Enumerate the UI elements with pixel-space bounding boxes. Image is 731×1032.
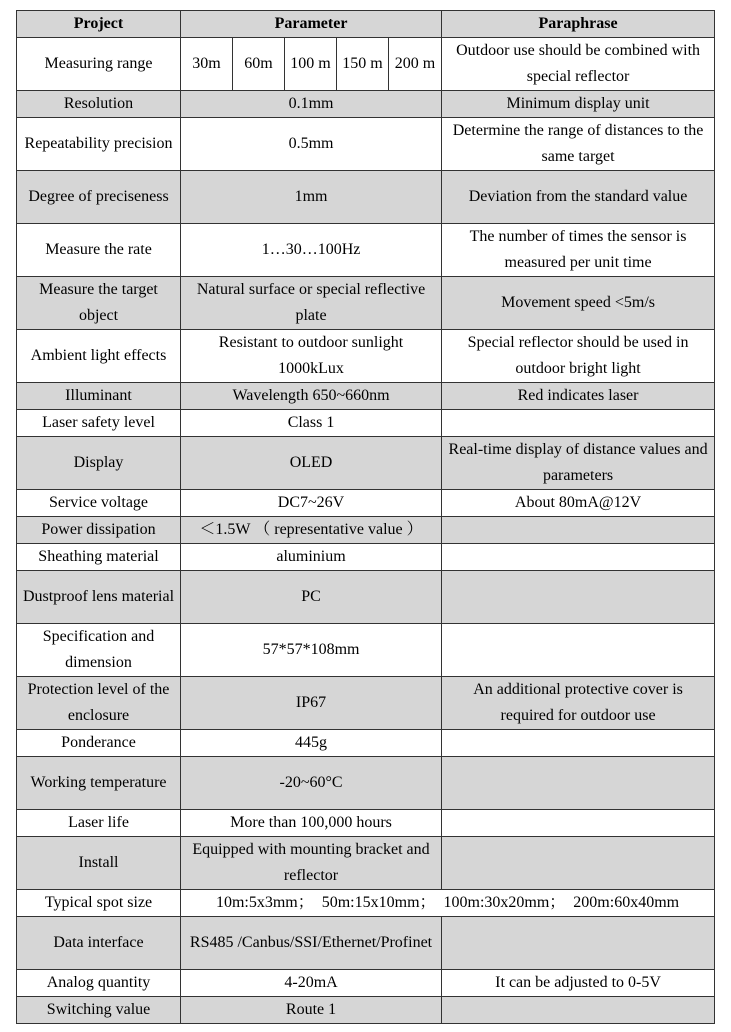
table-row [17, 730, 715, 757]
table-row-spot-size [17, 890, 715, 917]
table-row [17, 757, 715, 810]
header-row [17, 11, 715, 38]
table-row [17, 437, 715, 490]
parameter-cell: 57*57*108mm [181, 624, 442, 677]
paraphrase-cell [442, 517, 715, 544]
paraphrase-cell [442, 837, 715, 890]
spot-size-value: 10m:5x3mm； 50m:15x10mm； 100m:30x20mm； 200m:60x40mm [181, 890, 715, 917]
header-paraphrase: Paraphrase [442, 11, 715, 38]
project-cell: Laser life [17, 810, 181, 837]
paraphrase-cell: The number of times the sensor is measured per unit time [442, 224, 715, 277]
parameter-cell: Equipped with mounting bracket and reflector [181, 837, 442, 890]
table-row [17, 330, 715, 383]
project-cell: Degree of preciseness [17, 171, 181, 224]
table-row [17, 544, 715, 571]
paraphrase-cell [442, 810, 715, 837]
paraphrase-cell [442, 757, 715, 810]
parameter-cell: aluminium [181, 544, 442, 571]
paraphrase-cell [442, 917, 715, 970]
project-cell: Measure the target object [17, 277, 181, 330]
project-cell: Measure the rate [17, 224, 181, 277]
project-cell: Data interface [17, 917, 181, 970]
table-row [17, 410, 715, 437]
paraphrase-cell: Minimum display unit [442, 91, 715, 118]
range-200m: 200 m [389, 38, 442, 91]
parameter-cell: 445g [181, 730, 442, 757]
parameter-cell: 0.5mm [181, 118, 442, 171]
project-cell: Resolution [17, 91, 181, 118]
table-row [17, 383, 715, 410]
project-cell: Service voltage [17, 490, 181, 517]
parameter-cell: Class 1 [181, 410, 442, 437]
paraphrase-cell [442, 571, 715, 624]
paraphrase-cell: An additional protective cover is required for outdoor use [442, 677, 715, 730]
parameter-cell: 0.1mm [181, 91, 442, 118]
table-row [17, 997, 715, 1024]
paraphrase-cell [442, 544, 715, 571]
project-cell: Repeatability precision [17, 118, 181, 171]
range-30m: 30m [181, 38, 233, 91]
paraphrase-cell: Deviation from the standard value [442, 171, 715, 224]
project-cell: Display [17, 437, 181, 490]
table-row [17, 171, 715, 224]
table-row [17, 517, 715, 544]
parameter-cell: Route 1 [181, 997, 442, 1024]
parameter-cell: -20~60°C [181, 757, 442, 810]
project-cell: Working temperature [17, 757, 181, 810]
range-100m: 100 m [285, 38, 337, 91]
project-cell: Dustproof lens material [17, 571, 181, 624]
paraphrase-cell: Real-time display of distance values and parameters [442, 437, 715, 490]
parameter-cell: RS485 /Canbus/SSI/Ethernet/Profinet [181, 917, 442, 970]
paraphrase-cell [442, 997, 715, 1024]
parameter-cell: More than 100,000 hours [181, 810, 442, 837]
project-cell: Ambient light effects [17, 330, 181, 383]
paraphrase-cell: Determine the range of distances to the same target [442, 118, 715, 171]
paraphrase-cell [442, 624, 715, 677]
header-parameter: Parameter [181, 11, 442, 38]
parameter-cell: OLED [181, 437, 442, 490]
project-cell: Laser safety level [17, 410, 181, 437]
paraphrase-cell [442, 730, 715, 757]
project-cell: Power dissipation [17, 517, 181, 544]
paraphrase-cell: Movement speed <5m/s [442, 277, 715, 330]
paraphrase-cell: Outdoor use should be combined with special reflector [442, 38, 715, 91]
parameter-cell: Natural surface or special reflective plate [181, 277, 442, 330]
paraphrase-cell [442, 410, 715, 437]
range-60m: 60m [233, 38, 285, 91]
paraphrase-cell: It can be adjusted to 0-5V [442, 970, 715, 997]
table-row [17, 837, 715, 890]
paraphrase-cell: Red indicates laser [442, 383, 715, 410]
range-150m: 150 m [337, 38, 389, 91]
table-row [17, 118, 715, 171]
table-row [17, 490, 715, 517]
project-cell: Specification and dimension [17, 624, 181, 677]
parameter-cell: Resistant to outdoor sunlight 1000kLux [181, 330, 442, 383]
project-cell: Analog quantity [17, 970, 181, 997]
paraphrase-cell: About 80mA@12V [442, 490, 715, 517]
project-cell: Illuminant [17, 383, 181, 410]
parameter-cell: 1mm [181, 171, 442, 224]
project-cell: Sheathing material [17, 544, 181, 571]
spec-table [16, 10, 715, 1024]
parameter-cell: DC7~26V [181, 490, 442, 517]
table-row [17, 224, 715, 277]
table-row [17, 624, 715, 677]
table-row [17, 677, 715, 730]
header-project: Project [17, 11, 181, 38]
project-cell: Protection level of the enclosure [17, 677, 181, 730]
parameter-cell: 4-20mA [181, 970, 442, 997]
project-cell: Switching value [17, 997, 181, 1024]
table-row [17, 91, 715, 118]
project-cell: Measuring range [17, 38, 181, 91]
table-row [17, 277, 715, 330]
project-cell: Typical spot size [17, 890, 181, 917]
project-cell: Ponderance [17, 730, 181, 757]
table-row-measuring-range [17, 38, 715, 91]
table-row [17, 810, 715, 837]
parameter-cell: IP67 [181, 677, 442, 730]
parameter-cell: 1…30…100Hz [181, 224, 442, 277]
table-row [17, 917, 715, 970]
project-cell: Install [17, 837, 181, 890]
table-row [17, 970, 715, 997]
parameter-cell: PC [181, 571, 442, 624]
table-row [17, 571, 715, 624]
paraphrase-cell: Special reflector should be used in outdoor bright light [442, 330, 715, 383]
parameter-cell: ＜1.5W （ representative value ） [181, 517, 442, 544]
parameter-cell: Wavelength 650~660nm [181, 383, 442, 410]
